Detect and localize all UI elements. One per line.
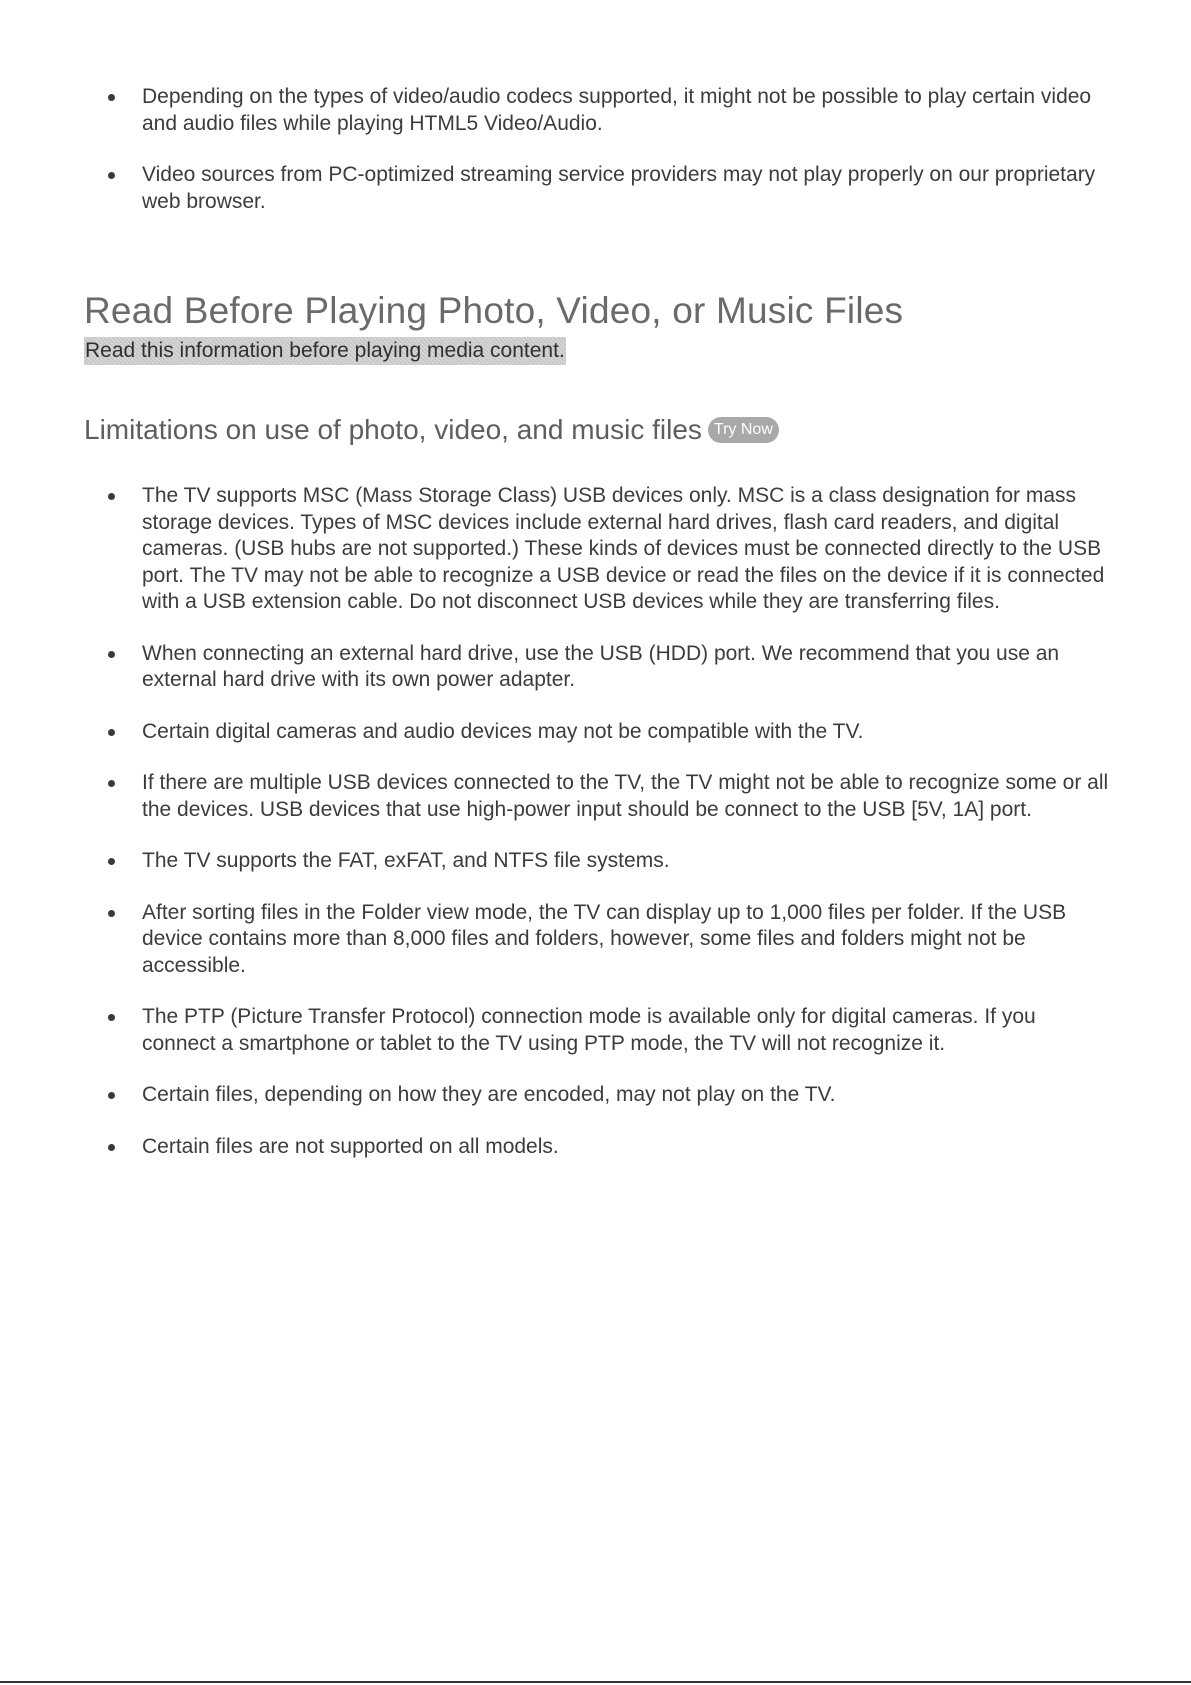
list-item-text: Depending on the types of video/audio codecs supported, it might not be possible to play certain video and audio files while playing HTML5 Video/Audio.: [142, 85, 1092, 135]
list-item: [104, 770, 1114, 823]
list-item: [104, 719, 1114, 746]
bullet-dot-icon: [108, 1014, 115, 1021]
bullet-dot-icon: [108, 493, 115, 500]
list-item-text: Video sources from PC-optimized streaming service providers may not play properly on our proprietary web browser.: [142, 163, 1096, 213]
list-item-text: When connecting an external hard drive, use the USB (HDD) port. We recommend that you use an external hard drive with its own power adapter.: [142, 641, 1060, 691]
bullet-dot-icon: [108, 172, 115, 179]
list-item: [104, 1004, 1114, 1057]
list-item-text: Certain files are not supported on all models.: [142, 1134, 559, 1158]
bullet-dot-icon: [108, 858, 115, 865]
section-subtitle-highlight: Read this information before playing media content.: [84, 337, 566, 365]
try-now-button[interactable]: Try Now: [708, 417, 779, 443]
list-item: [104, 162, 1114, 215]
list-item: [104, 641, 1114, 694]
list-item-text: After sorting files in the Folder view mode, the TV can display up to 1,000 files per folder. If the USB device contains more than 8,000 files and folders, however, some files and folders might not be accessible.: [142, 900, 1067, 977]
list-item: [104, 1134, 1114, 1161]
bullet-dot-icon: [108, 651, 115, 658]
list-item-text: Certain digital cameras and audio devices may not be compatible with the TV.: [142, 719, 864, 743]
list-item-text: If there are multiple USB devices connected to the TV, the TV might not be able to recognize some or all the devices. USB devices that use high-power input should be connect to the USB [5V, 1A] port.: [142, 771, 1109, 821]
intro-bullet-list: [104, 84, 1114, 240]
bullet-dot-icon: [108, 729, 115, 736]
list-item-text: The PTP (Picture Transfer Protocol) connection mode is available only for digital cameras. If you connect a smartphone or tablet to the TV using PTP mode, the TV will not recognize it.: [142, 1005, 1036, 1055]
list-item: [104, 483, 1114, 616]
subsection-heading: [84, 414, 779, 446]
list-item: [104, 84, 1114, 137]
bullet-dot-icon: [108, 94, 115, 101]
section-title: Read Before Playing Photo, Video, or Music Files: [84, 290, 904, 331]
subsection-heading-text: Limitations on use of photo, video, and music files: [84, 414, 702, 445]
bullet-dot-icon: [108, 910, 115, 917]
bullet-dot-icon: [108, 780, 115, 787]
bullet-dot-icon: [108, 1092, 115, 1099]
list-item: [104, 1082, 1114, 1109]
limitations-bullet-list: [104, 483, 1114, 1185]
list-item: [104, 848, 1114, 875]
list-item: [104, 900, 1114, 980]
list-item-text: The TV supports the FAT, exFAT, and NTFS file systems.: [142, 849, 670, 872]
list-item-text: The TV supports MSC (Mass Storage Class) USB devices only. MSC is a class designation for mass storage devices. Types of MSC devices include external hard drives, flash card readers, and digital cameras. (USB hubs are not supported.) These kinds of devices must be connected directly to the USB port. The TV may not be able to recognize a USB device or read the files on the device if it is connected with a USB extension cable. Do not disconnect USB devices while they are transferring files.: [142, 484, 1105, 613]
list-item-text: Certain files, depending on how they are encoded, may not play on the TV.: [142, 1083, 836, 1106]
page-bottom-rule: [0, 1681, 1191, 1683]
bullet-dot-icon: [108, 1144, 115, 1151]
